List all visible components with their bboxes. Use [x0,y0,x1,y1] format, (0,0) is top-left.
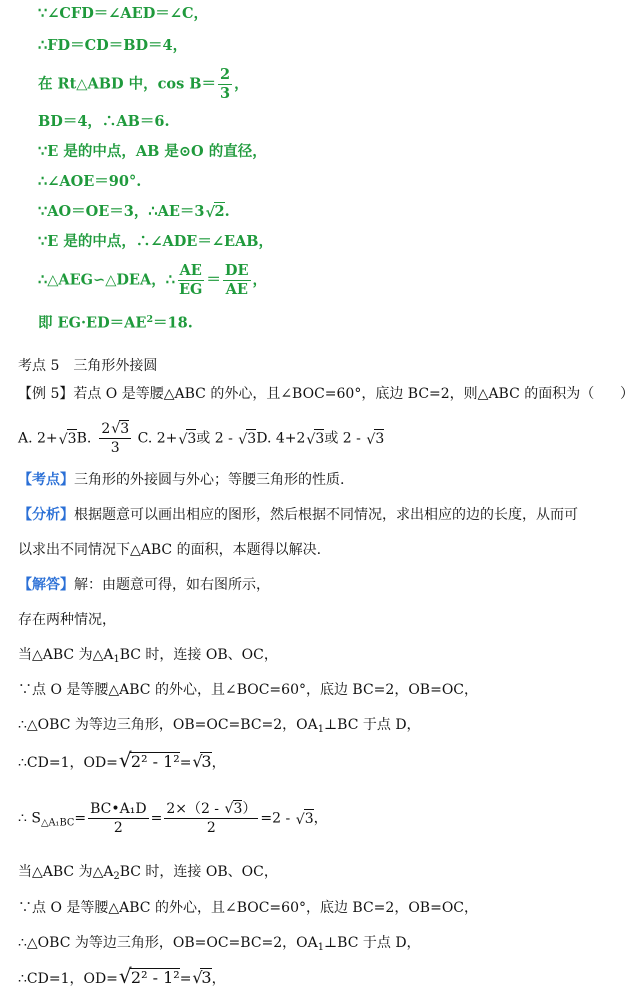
kaodian-line: 【考点】三角形的外接圆与外心；等腰三角形的性质. [18,472,345,488]
proof-line-8: ∵E 是的中点，∴∠ADE＝∠EAB， [38,233,274,250]
proof-line-6: ∴∠AOE＝90°. [38,173,142,190]
solution-line-9: ∴△OBC 为等边三角形，OB=OC=BC=2，$OA_1\perp BC$ 于点 D， [18,935,421,953]
solution-line-10: ∴CD=1，OD= √ 2² - 1²= √ 3， [18,964,226,988]
solution-line-1: 存在两种情况， [18,612,116,628]
option-b-fraction: 2 √ 3 3 [101,421,130,456]
fenxi-line-2: 以求出不同情况下△ABC 的面积，本题得以解决. [18,542,322,558]
solution-line-6: ∴ $S_{\triangle A_1BC}=$ $\frac{\text{BC•A₁D}}{2}$ = 2×（2 - √ 3） 2 =2 - √ 3， [18,801,328,836]
fenxi-line-1: 【分析】根据题意可以画出相应的图形，然后根据不同情况，求出相应的边的长度，从而可 [18,507,578,523]
solution-line-7: 当△ABC 为$\triangle A_2BC$ 时，连接 OB、OC， [18,864,278,882]
solution-line-3: ∵点 O 是等腰△ABC 的外心，且∠BOC=60°，底边 BC=2，OB=OC， [18,682,479,698]
example-paren-close: ） [620,386,634,402]
solution-line-2: 当△ABC 为$\triangle A_1BC$ 时，连接 OB、OC， [18,647,278,665]
area-fraction-1: $\frac{\text{BC•A₁D}}{2}$ [90,801,147,836]
proof-line-10: 即 $EG\cdot ED=AE^2=18$. [38,314,193,332]
proof-line-1: ∵∠CFD＝∠AED＝∠C， [38,5,208,22]
solution-line-8: ∵点 O 是等腰△ABC 的外心，且∠BOC=60°，底边 BC=2，OB=OC， [18,900,479,916]
solution-line-5: ∴CD=1，OD= √ 2² - 1²= √ 3， [18,748,226,772]
solution-line-4: ∴△OBC 为等边三角形，OB=OC=BC=2，$OA_1\perp BC$ 于点 D， [18,717,421,735]
proof-line-9: ∴△AEG∽△DEA，∴ $\frac{AE}{EG}$ ＝ $\frac{DE}{AE}$ ， [38,262,268,298]
jieda-line: 【解答】解：由题意可得，如右图所示， [18,577,270,593]
example-question: 【例 5】若点 O 是等腰△ABC 的外心，且∠BOC=60°，底边 BC=2，则△ABC 的面积为（ [18,386,595,402]
ratio-fraction-2: $\frac{DE}{AE}$ [224,262,249,298]
ratio-fraction-1: $\frac{AE}{EG}$ [178,262,203,298]
proof-line-2: ∴FD＝CD＝BD＝4， [38,37,188,54]
cos-fraction: $\frac{2}{3}$ [220,66,231,102]
area-fraction-2: 2×（2 - √ 3） 2 [166,801,257,836]
section-title: 考点 5 三角形外接圆 [18,358,158,374]
proof-line-5: ∵E 是的中点，AB 是⊙O 的直径， [38,143,267,160]
proof-line-3: 在 Rt△ABD 中，cos B＝ $\frac{2}{3}$ ， [38,66,249,102]
example-options: A. 2+ √ 3B. 2 √ 3 3 C. 2+ √ 3或 2 - √ 3D. 4+2 √ 3或 2 - √ 3 [18,421,385,456]
proof-line-7: ∵AO＝OE＝3，∴AE＝3 √ 2. [38,203,230,221]
sqrt-symbol: √ 2 [205,203,225,221]
proof-line-4: BD＝4，∴AB＝6. [38,113,170,130]
